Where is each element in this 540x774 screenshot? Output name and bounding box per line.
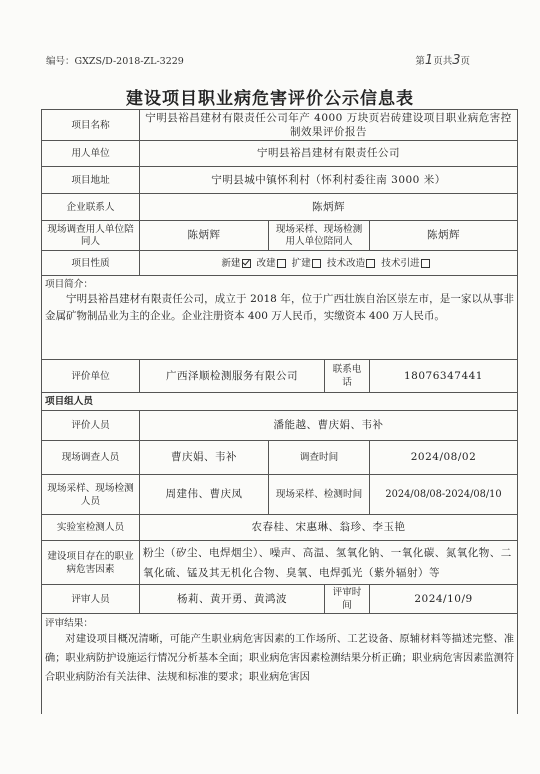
- employer-label: 用人单位: [42, 141, 140, 167]
- result-label: 评审结果：: [45, 618, 93, 629]
- nature-option: [292, 258, 327, 269]
- survey-accompany-label: 现场调查用人单位陪同人: [42, 221, 140, 251]
- nature-option-label: 技术改造: [326, 257, 366, 269]
- row-accompany: [42, 221, 518, 251]
- reviewers-value: 杨莉、黄开勇、黄鸿波: [140, 585, 325, 614]
- intro-cell: [42, 276, 518, 360]
- nature-label: 项目性质: [42, 251, 140, 276]
- eval-staff-value: 潘能越、曹庆娟、韦补: [140, 411, 518, 441]
- sampling-accompany-value: 陈炳辉: [370, 221, 518, 251]
- row-lab-staff: [42, 515, 518, 541]
- address-label: 项目地址: [42, 167, 140, 194]
- sampling-staff-value: 周建伟、曹庆凤: [140, 475, 269, 515]
- address-value: 宁明县城中镇怀利村（怀利村委往南 3000 米）: [140, 167, 518, 194]
- nature-options: [140, 251, 518, 276]
- survey-accompany-value: 陈炳辉: [140, 221, 269, 251]
- row-reviewers: [42, 585, 518, 614]
- review-time-value: 2024/10/9: [370, 585, 518, 614]
- sampling-staff-label: 现场采样、现场检测人员: [42, 475, 140, 515]
- row-sampling-staff: [42, 475, 518, 515]
- sampling-accompany-label: 现场采样、现场检测用人单位陪同人: [269, 221, 370, 251]
- row-result: [42, 614, 518, 714]
- survey-time-label: 调查时间: [269, 441, 370, 475]
- contact-label: 企业联系人: [42, 194, 140, 221]
- result-text: 对建设项目概况清晰，可能产生职业病危害因素的工作场所、工艺设备、原辅材料等描述完整、准确；职业病防护设施运行情况分析基本全面；职业病危害因素检测结果分析正确；职业病危害因素监测符合职业病防治有关法律、法规和标准的要求；职业病危害因: [45, 634, 515, 683]
- checkbox-checked-icon: [242, 259, 251, 268]
- survey-staff-label: 现场调查人员: [42, 441, 140, 475]
- row-hazards: [42, 541, 518, 585]
- project-name-value: 宁明县裕昌建材有限责任公司年产 4000 万块页岩砖建设项目职业病危害控制效果评价报告: [140, 110, 518, 141]
- row-project-name: [42, 110, 518, 141]
- lab-staff-label: 实验室检测人员: [42, 515, 140, 541]
- sampling-time-label: 现场采样、检测时间: [269, 475, 370, 515]
- phone-label: 联系电话: [325, 360, 370, 393]
- hazards-label: 建设项目存在的职业病危害因素: [42, 541, 140, 585]
- page-title: 建设项目职业病危害评价公示信息表: [126, 89, 414, 109]
- nature-option-label: 扩建: [291, 257, 311, 269]
- row-employer: [42, 141, 518, 167]
- employer-value: 宁明县裕昌建材有限责任公司: [140, 141, 518, 167]
- nature-option-label: 技术引进: [381, 257, 420, 269]
- survey-time-value: 2024/08/02: [370, 441, 518, 475]
- nature-option: [221, 258, 256, 269]
- row-address: [42, 167, 518, 194]
- row-eval-staff: [42, 411, 518, 441]
- lab-staff-value: 农春桂、宋惠琳、翁珍、李玉艳: [140, 515, 518, 541]
- checkbox-empty-icon: [421, 259, 430, 268]
- team-header: 项目组人员: [42, 393, 518, 411]
- contact-value: 陈炳辉: [140, 194, 518, 221]
- nature-option: [257, 258, 292, 269]
- row-evaluator: [42, 360, 518, 393]
- nature-option-label: 新建: [221, 257, 241, 269]
- evaluator-label: 评价单位: [42, 360, 140, 393]
- survey-staff-value: 曹庆娟、韦补: [140, 441, 269, 475]
- checkbox-empty-icon: [277, 259, 286, 268]
- review-time-label: 评审时间: [325, 585, 370, 614]
- project-name-label: 项目名称: [42, 110, 140, 141]
- page-indicator: 第1页共3页: [415, 53, 470, 68]
- eval-staff-label: 评价人员: [42, 411, 140, 441]
- reviewers-label: 评审人员: [42, 585, 140, 614]
- nature-option-label: 改建: [256, 257, 276, 269]
- hazards-value: 粉尘（矽尘、电焊烟尘）、噪声、高温、氢氧化钠、一氧化碳、氮氧化物、二氧化硫、锰及其无机化合物、臭氧、电焊弧光（紫外辐射）等: [140, 541, 518, 585]
- document-number: 编号：GXZS/D-2018-ZL-3229: [46, 56, 184, 67]
- row-team-header: [42, 393, 518, 411]
- row-survey-staff: [42, 441, 518, 475]
- sampling-time-value: 2024/08/08-2024/08/10: [370, 475, 518, 515]
- row-intro: [42, 276, 518, 360]
- intro-text: 宁明县裕昌建材有限责任公司，成立于 2018 年，位于广西壮族自治区崇左市，是一家以从事非金属矿物制品业为主的企业。企业注册资本 400 万人民币，实缴资本 400 万人民币。: [45, 293, 515, 322]
- evaluator-value: 广西泽顺检测服务有限公司: [140, 360, 325, 393]
- info-table: [41, 109, 518, 714]
- phone-value: 18076347441: [370, 360, 518, 393]
- intro-label: 项目简介：: [45, 279, 93, 290]
- row-nature: [42, 251, 518, 276]
- result-cell: [42, 614, 518, 714]
- nature-option: [327, 258, 381, 269]
- row-contact: [42, 194, 518, 221]
- checkbox-empty-icon: [312, 259, 321, 268]
- page-current: 1: [424, 53, 434, 68]
- checkbox-empty-icon: [366, 259, 375, 268]
- nature-option: [381, 258, 435, 269]
- page-total: 3: [452, 53, 461, 68]
